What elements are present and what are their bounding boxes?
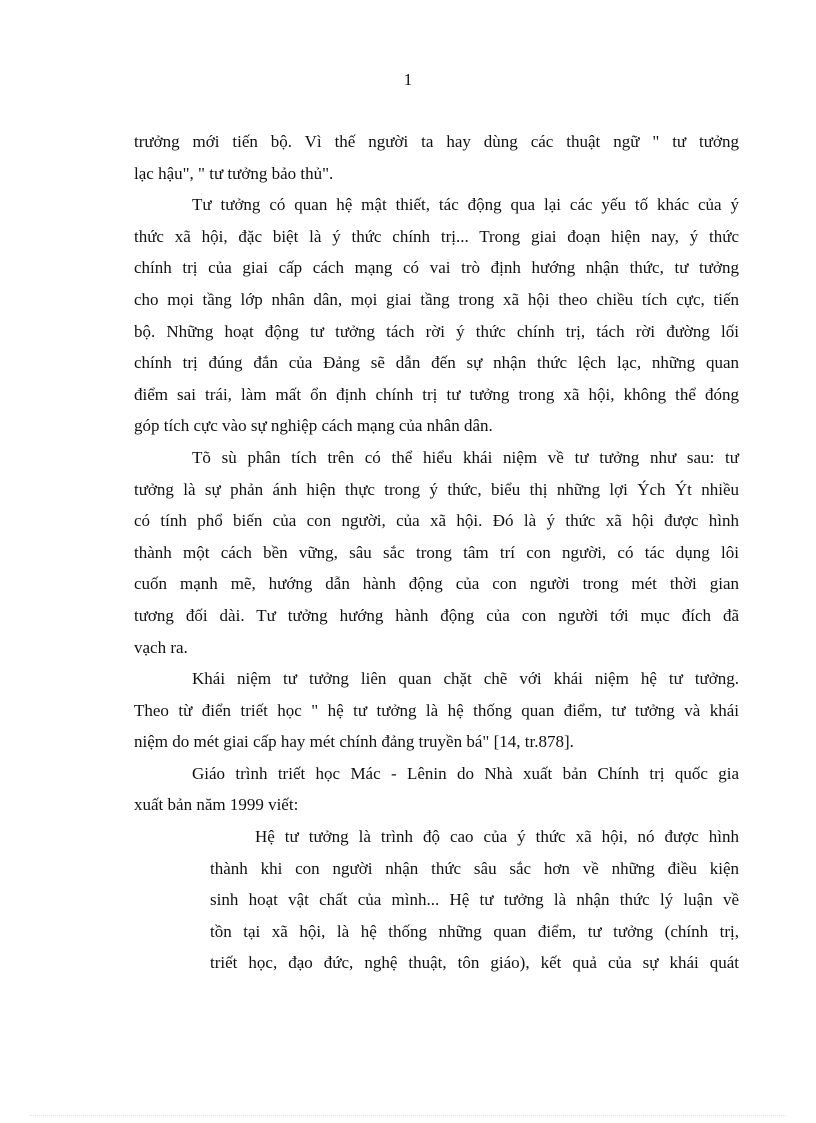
paragraph: [134, 442, 739, 663]
quote-line: tồn tại xã hội, là hệ thống những quan điểm, tư tưởng (chính trị,: [210, 921, 739, 941]
text-line: lạc hậu", " tư tưởng bảo thủ".: [134, 163, 334, 183]
quote-line: thành khi con người nhận thức sâu sắc hơn về những điều kiện: [210, 858, 739, 878]
paragraph: [134, 126, 739, 189]
text-line: chính trị đúng đắn của Đảng sẽ dẫn đến sự nhận thức lệch lạc, những quan: [134, 353, 739, 373]
text-line: thức xã hội, đặc biệt là ý thức chính trị... Trong giai đoạn hiện nay, ý thức: [134, 226, 739, 246]
quote-line: Hệ tư tưởng là trình độ cao của ý thức xã hội, nó được hình: [255, 827, 739, 847]
text-line: Khái niệm tư tưởng liên quan chặt chẽ với khái niệm hệ tư tưởng.: [192, 669, 739, 689]
text-line: trưởng mới tiến bộ. Vì thế người ta hay dùng các thuật ngữ " tư tưởng: [134, 132, 739, 151]
text-line: cho mọi tầng lớp nhân dân, mọi giai tầng trong xã hội theo chiều tích cực, tiến: [134, 289, 739, 309]
text-line: vạch ra.: [134, 637, 188, 657]
quote-line: triết học, đạo đức, nghệ thuật, tôn giáo), kết quả của sự khái quát: [210, 953, 739, 973]
paragraph: [134, 758, 739, 821]
text-line: niệm do mét giai cấp hay mét chính đảng truyền bá" [14, tr.878].: [134, 732, 574, 752]
block-quote: [210, 821, 739, 979]
text-line: Giáo trình triết học Mác - Lênin do Nhà xuất bản Chính trị quốc gia: [192, 763, 739, 783]
text-line: điểm sai trái, làm mất ổn định chính trị tư tưởng trong xã hội, không thể đóng: [134, 384, 739, 404]
text-line: có tính phổ biến của con người, của xã hội. Đó là ý thức xã hội được hình: [134, 511, 739, 531]
text-line: thành một cách bền vững, sâu sắc trong tâm trí con người, có tác dụng lôi: [134, 542, 739, 562]
text-line: xuất bản năm 1999 viết:: [134, 795, 299, 815]
text-line: góp tích cực vào sự nghiệp cách mạng của nhân dân.: [134, 416, 493, 436]
text-line: Tõ sù phân tích trên có thể hiểu khái niệm về tư tưởng như sau: tư: [192, 447, 739, 467]
quote-line: sinh hoạt vật chất của mình... Hệ tư tưởng là nhận thức lý luận về: [210, 890, 739, 910]
body-text: [134, 126, 739, 979]
page-bottom-divider: [30, 1115, 786, 1116]
text-line: cuốn mạnh mẽ, hướng dẫn hành động của con người trong mét thời gian: [134, 574, 739, 594]
text-line: bộ. Những hoạt động tư tưởng tách rời ý thức chính trị, tách rời đường lối: [134, 321, 739, 341]
text-line: chính trị của giai cấp cách mạng có vai trò định hướng nhận thức, tư tưởng: [134, 258, 739, 278]
text-line: tương đối dài. Tư tưởng hướng hành động của con người tới mục đích đã: [134, 605, 739, 625]
paragraph: [134, 663, 739, 758]
text-line: tưởng là sự phản ánh hiện thực trong ý thức, biểu thị những lợi Ých Ýt nhiều: [134, 479, 739, 499]
paragraph: [134, 189, 739, 442]
page-number: 1: [403, 70, 413, 89]
text-line: Tư tưởng có quan hệ mật thiết, tác động qua lại các yếu tố khác của ý: [192, 195, 739, 215]
text-line: Theo từ điển triết học " hệ tư tưởng là hệ thống quan điểm, tư tưởng và khái: [134, 700, 739, 720]
